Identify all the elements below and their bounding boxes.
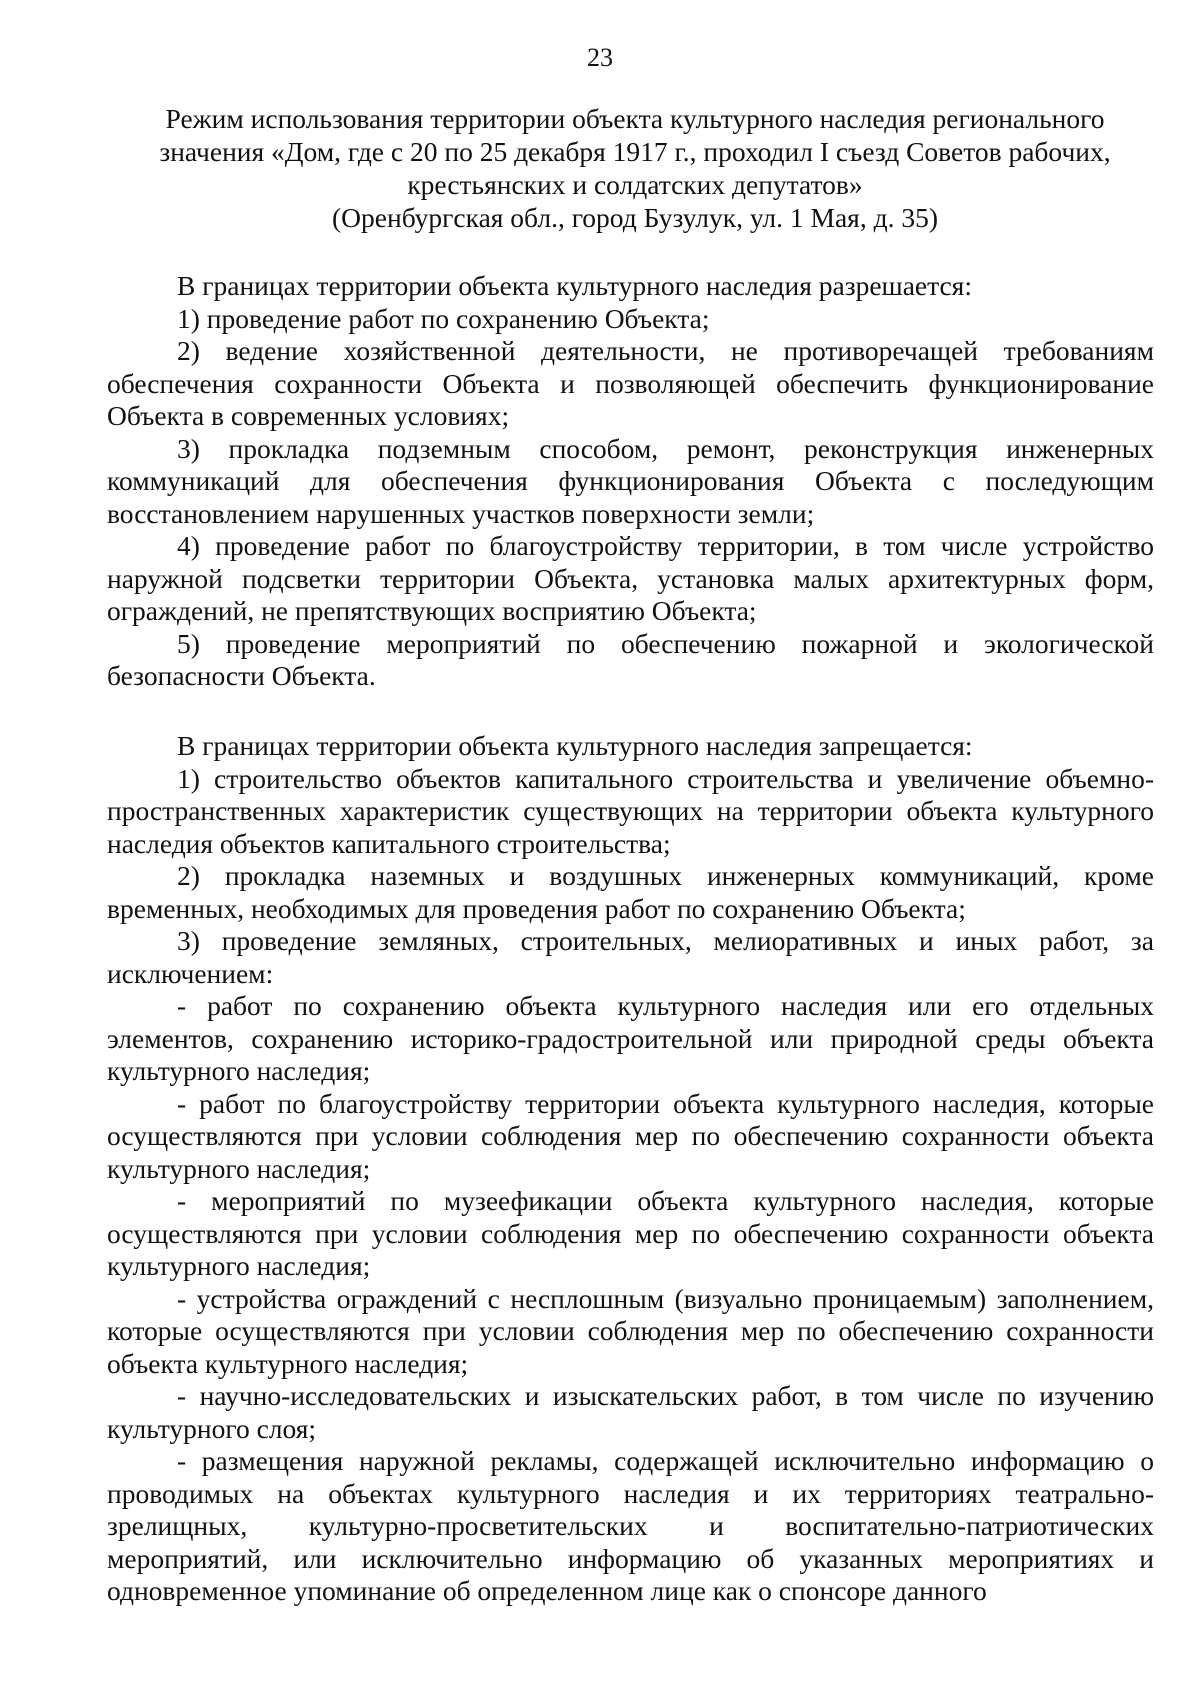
document-title bbox=[130, 102, 1140, 234]
allowed-heading: В границах территории объекта культурного наследия разрешается: bbox=[177, 270, 972, 301]
forbidden-exception-4: - устройства ограждений с несплошным (визуально проницаемым) заполнением, которые осуществляются при условии соблюдения мер по обеспечению сохранности объекта культурного наследия; bbox=[107, 1282, 1154, 1379]
forbidden-exception-3: - мероприятий по музеефикации объекта культурного наследия, которые осуществляются при условии соблюдения мер по обеспечению сохранности объекта культурного наследия; bbox=[107, 1185, 1154, 1281]
forbidden-section bbox=[107, 730, 1154, 1608]
forbidden-exception-6: - размещения наружной рекламы, содержащей исключительно информацию о проводимых на объектах культурного наследия и их территориях театрально-зрелищных, культурно-просветительских и воспитательно-патриотических мероприятий, или исключительно информацию об указанных мероприятиях и одновременное упоминание об определенном лице как о спонсоре данного bbox=[107, 1445, 1154, 1606]
forbidden-exception-1: - работ по сохранению объекта культурного наследия или его отдельных элементов, сохранению историко-градостроительной или природной среды объекта культурного наследия; bbox=[107, 990, 1154, 1086]
title-line-3: крестьянских и солдатских депутатов» bbox=[407, 169, 863, 200]
title-line-1: Режим использования территории объекта культурного наследия регионального bbox=[165, 103, 1105, 134]
allowed-item-4: 4) проведение работ по благоустройству территории, в том числе устройство наружной подсветки территории Объекта, установка малых архитектурных форм, ограждений, не препятствующих восприятию Объекта; bbox=[107, 530, 1154, 626]
title-line-4: (Оренбургская обл., город Бузулук, ул. 1 Мая, д. 35) bbox=[332, 202, 938, 233]
forbidden-item-2: 2) прокладка наземных и воздушных инженерных коммуникаций, кроме временных, необходимых для проведения работ по сохранению Объекта; bbox=[107, 860, 1154, 924]
allowed-item-3: 3) прокладка подземным способом, ремонт, реконструкция инженерных коммуникаций для обеспечения функционирования Объекта с последующим восстановлением нарушенных участков поверхности земли; bbox=[107, 432, 1154, 529]
forbidden-item-1: 1) строительство объектов капитального строительства и увеличение объемно-пространственных характеристик существующих на территории объекта культурного наследия объектов капитального строительства; bbox=[107, 762, 1154, 859]
allowed-section bbox=[107, 270, 1154, 693]
forbidden-exception-2: - работ по благоустройству территории объекта культурного наследия, которые осуществляются при условии соблюдения мер по обеспечению сохранности объекта культурного наследия; bbox=[107, 1087, 1154, 1184]
page-number: 23 bbox=[587, 43, 613, 72]
allowed-item-5: 5) проведение мероприятий по обеспечению пожарной и экологической безопасности Объекта. bbox=[107, 627, 1154, 691]
title-line-2: значения «Дом, где с 20 по 25 декабря 1917 г., проходил I съезд Советов рабочих, bbox=[159, 136, 1111, 167]
forbidden-item-3: 3) проведение земляных, строительных, мелиоративных и иных работ, за исключением: bbox=[107, 925, 1154, 989]
forbidden-heading: В границах территории объекта культурного наследия запрещается: bbox=[177, 730, 973, 761]
allowed-item-1: 1) проведение работ по сохранению Объекта; bbox=[177, 302, 710, 334]
allowed-item-2: 2) ведение хозяйственной деятельности, не противоречащей требованиям обеспечения сохранности Объекта и позволяющей обеспечить функционирование Объекта в современных условиях; bbox=[107, 335, 1154, 431]
forbidden-exception-5: - научно-исследовательских и изыскательских работ, в том числе по изучению культурного слоя; bbox=[107, 1380, 1154, 1444]
